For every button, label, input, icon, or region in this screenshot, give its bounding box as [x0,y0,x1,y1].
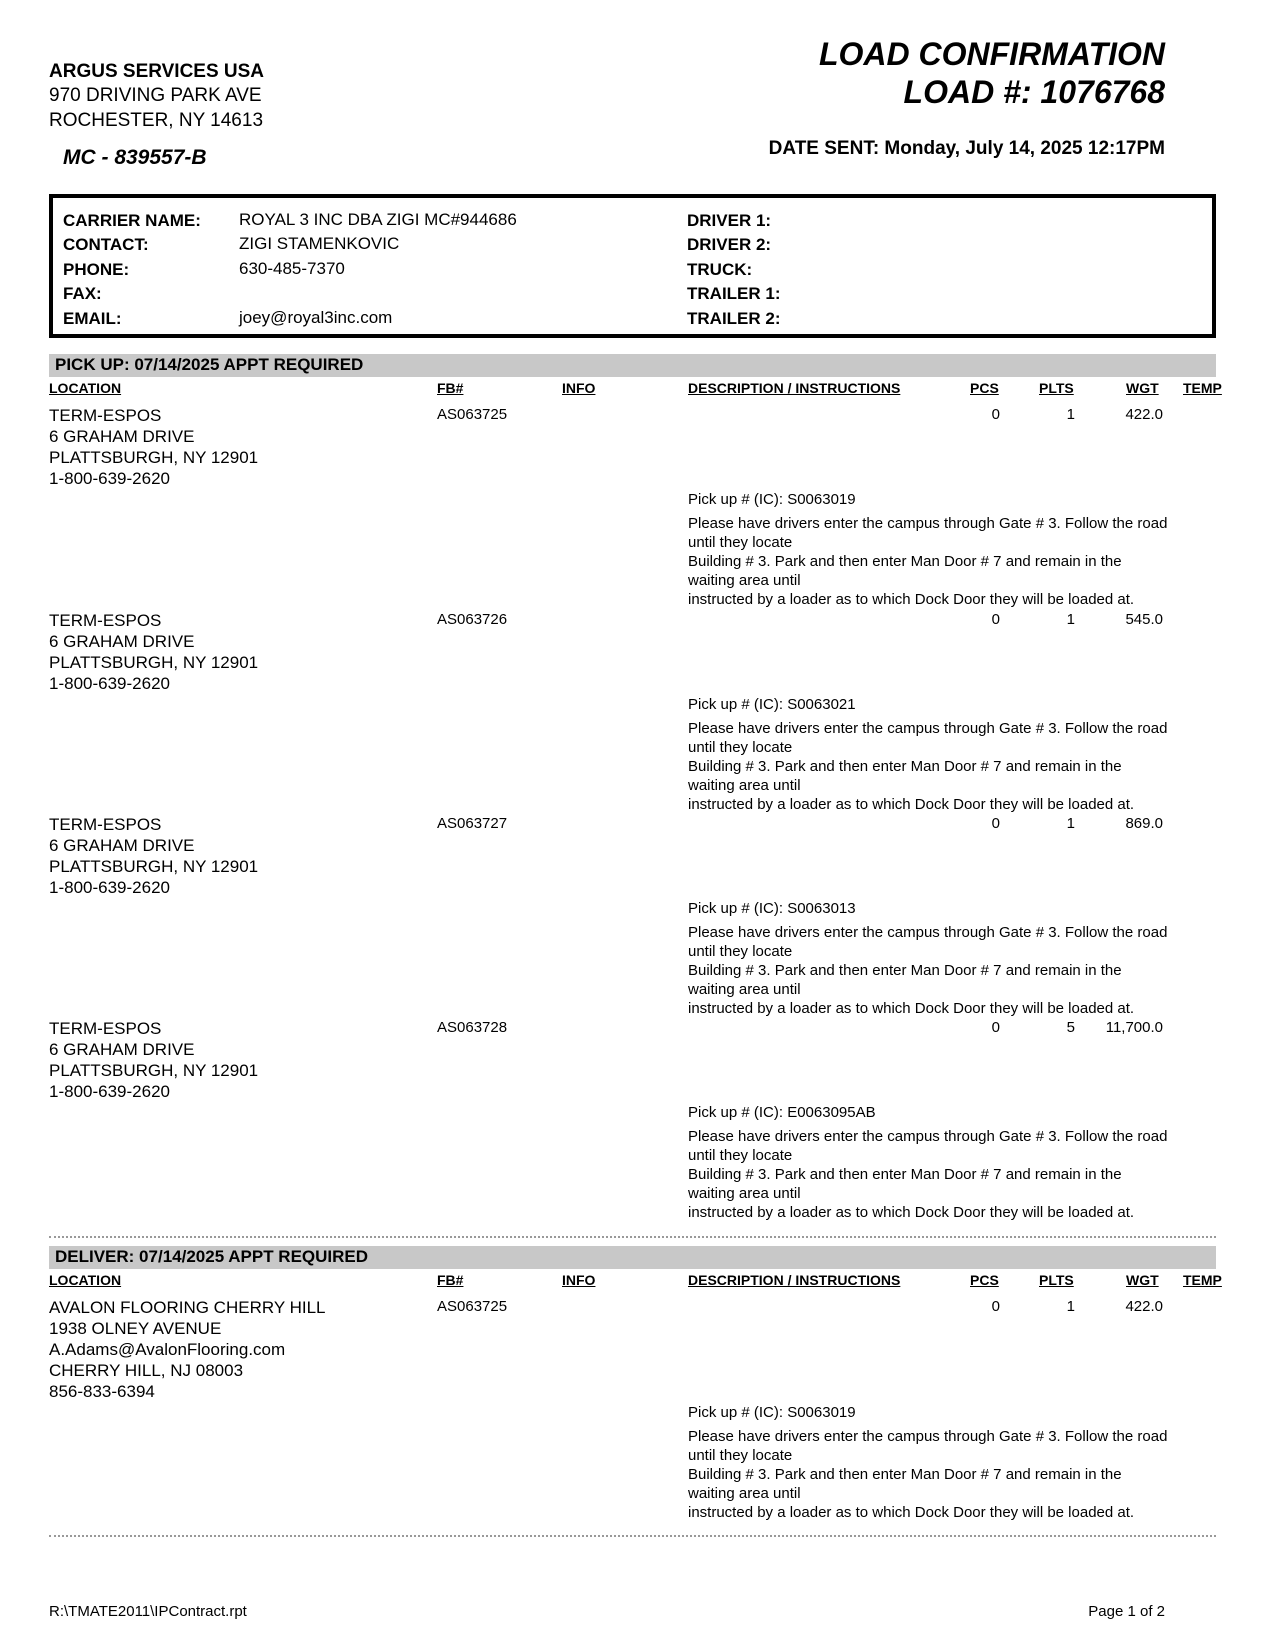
stop-fb: AS063725 [437,406,508,423]
carrier-name: ROYAL 3 INC DBA ZIGI MC#944686 [239,210,517,229]
stop-pickup-number: Pick up # (IC): S0063013 [688,900,856,917]
stop-address: 6 GRAHAM DRIVE [49,427,195,446]
stop-plts: 1 [1066,611,1075,628]
stop-email: A.Adams@AvalonFlooring.com [49,1340,286,1359]
carrier-contact: ZIGI STAMENKOVIC [239,234,400,253]
col-plts: PLTS [1039,1272,1074,1288]
carrier-email: joey@royal3inc.com [239,308,393,327]
stop-plts: 1 [1066,1298,1075,1315]
stop-pcs: 0 [991,1019,1000,1036]
delivery-section-header [49,1246,1216,1269]
driver2-label: DRIVER 2: [687,235,772,254]
stop-fb: AS063725 [437,1298,508,1315]
document-title: LOAD CONFIRMATION [818,36,1165,72]
stop-address: 6 GRAHAM DRIVE [49,632,195,651]
col-fb: FB# [437,380,464,396]
stop-location-name: TERM-ESPOS [49,1019,162,1038]
stop-pickup-number: Pick up # (IC): S0063019 [688,491,856,508]
contact-label: CONTACT: [63,235,149,254]
stop-address: 1938 OLNEY AVENUE [49,1319,222,1338]
stop-phone: 1-800-639-2620 [49,469,170,488]
col-info: INFO [562,1272,596,1288]
stop-location-name: TERM-ESPOS [49,815,162,834]
company-address-line1: 970 DRIVING PARK AVE [49,85,262,106]
trailer1-label: TRAILER 1: [687,284,781,303]
stop-instructions: Please have drivers enter the campus through Gate # 3. Follow the road until they locate Building # 3. Park and then enter Man Door # 7 and remain in the waiting area until instructed by a loader as to which Dock Door they will be loaded at. [688,720,1168,813]
company-name: ARGUS SERVICES USA [49,61,265,82]
pickup-section-title: PICK UP: 07/14/2025 APPT REQUIRED [55,355,364,374]
col-temp: TEMP [1183,1272,1222,1288]
stop-location-name: TERM-ESPOS [49,406,162,425]
mc-number: MC - 839557-B [63,146,207,169]
stop-phone: 856-833-6394 [49,1382,155,1401]
section-divider [49,1236,1216,1238]
trailer2-label: TRAILER 2: [687,309,781,328]
stop-phone: 1-800-639-2620 [49,878,170,897]
stop-city: PLATTSBURGH, NY 12901 [49,448,259,467]
stop-pcs: 0 [991,1298,1000,1315]
stop-instructions: Please have drivers enter the campus through Gate # 3. Follow the road until they locate Building # 3. Park and then enter Man Door # 7 and remain in the waiting area until instructed by a loader as to which Dock Door they will be loaded at. [688,515,1168,608]
stop-instructions: Please have drivers enter the campus through Gate # 3. Follow the road until they locate Building # 3. Park and then enter Man Door # 7 and remain in the waiting area until instructed by a loader as to which Dock Door they will be loaded at. [688,1428,1168,1521]
stop-pcs: 0 [991,406,1000,423]
stop-phone: 1-800-639-2620 [49,674,170,693]
pickup-section-header [49,354,1216,377]
stop-phone: 1-800-639-2620 [49,1082,170,1101]
carrier-info-box [49,194,1216,338]
col-temp: TEMP [1183,380,1222,396]
col-pcs: PCS [970,380,999,396]
carrier-phone: 630-485-7370 [239,259,345,278]
date-sent: DATE SENT: Monday, July 14, 2025 12:17PM [768,138,1165,159]
col-wgt: WGT [1126,380,1159,396]
company-address-line2: ROCHESTER, NY 14613 [49,110,264,131]
col-pcs: PCS [970,1272,999,1288]
stop-location-name: TERM-ESPOS [49,611,162,630]
stop-pcs: 0 [991,611,1000,628]
section-divider [49,1535,1216,1537]
stop-wgt: 422.0 [1125,1298,1163,1315]
fax-label: FAX: [63,284,102,303]
col-description: DESCRIPTION / INSTRUCTIONS [688,380,901,396]
stop-location-name: AVALON FLOORING CHERRY HILL [49,1298,326,1317]
stop-fb: AS063726 [437,611,508,628]
col-location: LOCATION [49,380,122,396]
col-wgt: WGT [1126,1272,1159,1288]
phone-label: PHONE: [63,260,130,279]
stop-wgt: 11,700.0 [1105,1019,1163,1036]
col-description: DESCRIPTION / INSTRUCTIONS [688,1272,901,1288]
stop-address: 6 GRAHAM DRIVE [49,1040,195,1059]
stop-pickup-number: Pick up # (IC): E0063095AB [688,1104,876,1121]
stop-wgt: 545.0 [1125,611,1163,628]
stop-instructions: Please have drivers enter the campus through Gate # 3. Follow the road until they locate Building # 3. Park and then enter Man Door # 7 and remain in the waiting area until instructed by a loader as to which Dock Door they will be loaded at. [688,1128,1168,1221]
col-plts: PLTS [1039,380,1074,396]
page-number: Page 1 of 2 [1088,1603,1165,1620]
stop-plts: 1 [1066,815,1075,832]
stop-address: 6 GRAHAM DRIVE [49,836,195,855]
stop-fb: AS063728 [437,1019,508,1036]
stop-city: CHERRY HILL, NJ 08003 [49,1361,244,1380]
col-location: LOCATION [49,1272,122,1288]
stop-city: PLATTSBURGH, NY 12901 [49,653,259,672]
stop-pickup-number: Pick up # (IC): S0063019 [688,1404,856,1421]
carrier-name-label: CARRIER NAME: [63,211,201,230]
load-number: LOAD #: 1076768 [903,74,1165,110]
stop-instructions: Please have drivers enter the campus through Gate # 3. Follow the road until they locate Building # 3. Park and then enter Man Door # 7 and remain in the waiting area until instructed by a loader as to which Dock Door they will be loaded at. [688,924,1168,1017]
report-path: R:\TMATE2011\IPContract.rpt [49,1603,247,1620]
driver1-label: DRIVER 1: [687,211,772,230]
stop-wgt: 422.0 [1125,406,1163,423]
stop-pickup-number: Pick up # (IC): S0063021 [688,696,856,713]
stop-plts: 1 [1066,406,1075,423]
col-fb: FB# [437,1272,464,1288]
stop-pcs: 0 [991,815,1000,832]
stop-plts: 5 [1066,1019,1075,1036]
stop-city: PLATTSBURGH, NY 12901 [49,1061,259,1080]
stop-city: PLATTSBURGH, NY 12901 [49,857,259,876]
email-label: EMAIL: [63,309,122,328]
truck-label: TRUCK: [687,260,753,279]
stop-wgt: 869.0 [1125,815,1163,832]
stop-fb: AS063727 [437,815,508,832]
col-info: INFO [562,380,596,396]
delivery-section-title: DELIVER: 07/14/2025 APPT REQUIRED [55,1247,369,1266]
